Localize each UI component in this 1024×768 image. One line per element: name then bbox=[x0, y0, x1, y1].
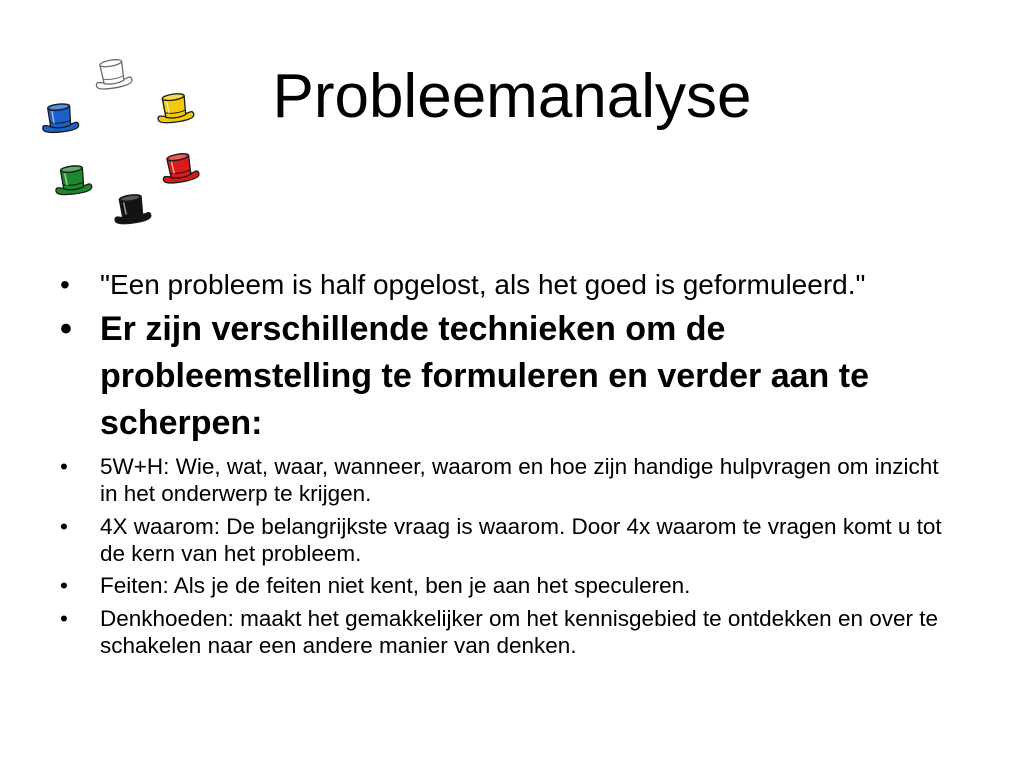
bullet-quote bbox=[60, 268, 965, 302]
technique-text: Feiten: Als je de feiten niet kent, ben je aan het speculeren. bbox=[100, 573, 691, 598]
technique-text: Denkhoeden: maakt het gemakkelijker om het kennisgebied te ontdekken en over te schakelen naar een andere manier van denken. bbox=[100, 606, 939, 658]
bullet-technique-feiten bbox=[60, 572, 955, 599]
bullet-technique-4x-waarom bbox=[60, 513, 955, 567]
bullet-technique-5wh bbox=[60, 453, 955, 507]
bullet-dot: • bbox=[60, 514, 68, 539]
black-hat-icon bbox=[112, 193, 152, 226]
red-hat-icon bbox=[159, 151, 199, 185]
technique-text: 5W+H: Wie, wat, waar, wanneer, waarom en hoe zijn handige hulpvragen om inzicht in het onderwerp te krijgen. bbox=[100, 454, 939, 506]
bullet-technique-denkhoeden bbox=[60, 605, 955, 659]
bullet-dot: • bbox=[60, 310, 72, 348]
technique-text: 4X waarom: De belangrijkste vraag is waarom. Door 4x waarom te vragen komt u tot de kern van het probleem. bbox=[100, 514, 942, 566]
quote-text: "Een probleem is half opgelost, als het goed is geformuleerd." bbox=[100, 269, 866, 300]
bullet-dot: • bbox=[60, 606, 68, 631]
bullet-intro bbox=[60, 306, 965, 447]
green-hat-icon bbox=[53, 164, 92, 196]
page-title: Probleemanalyse bbox=[272, 62, 752, 131]
bullet-dot: • bbox=[60, 269, 70, 300]
bullet-dot: • bbox=[60, 454, 68, 479]
bullet-dot: • bbox=[60, 573, 68, 598]
intro-text: Er zijn verschillende technieken om de probleemstelling te formuleren en verder aan te scherpen: bbox=[100, 310, 870, 442]
